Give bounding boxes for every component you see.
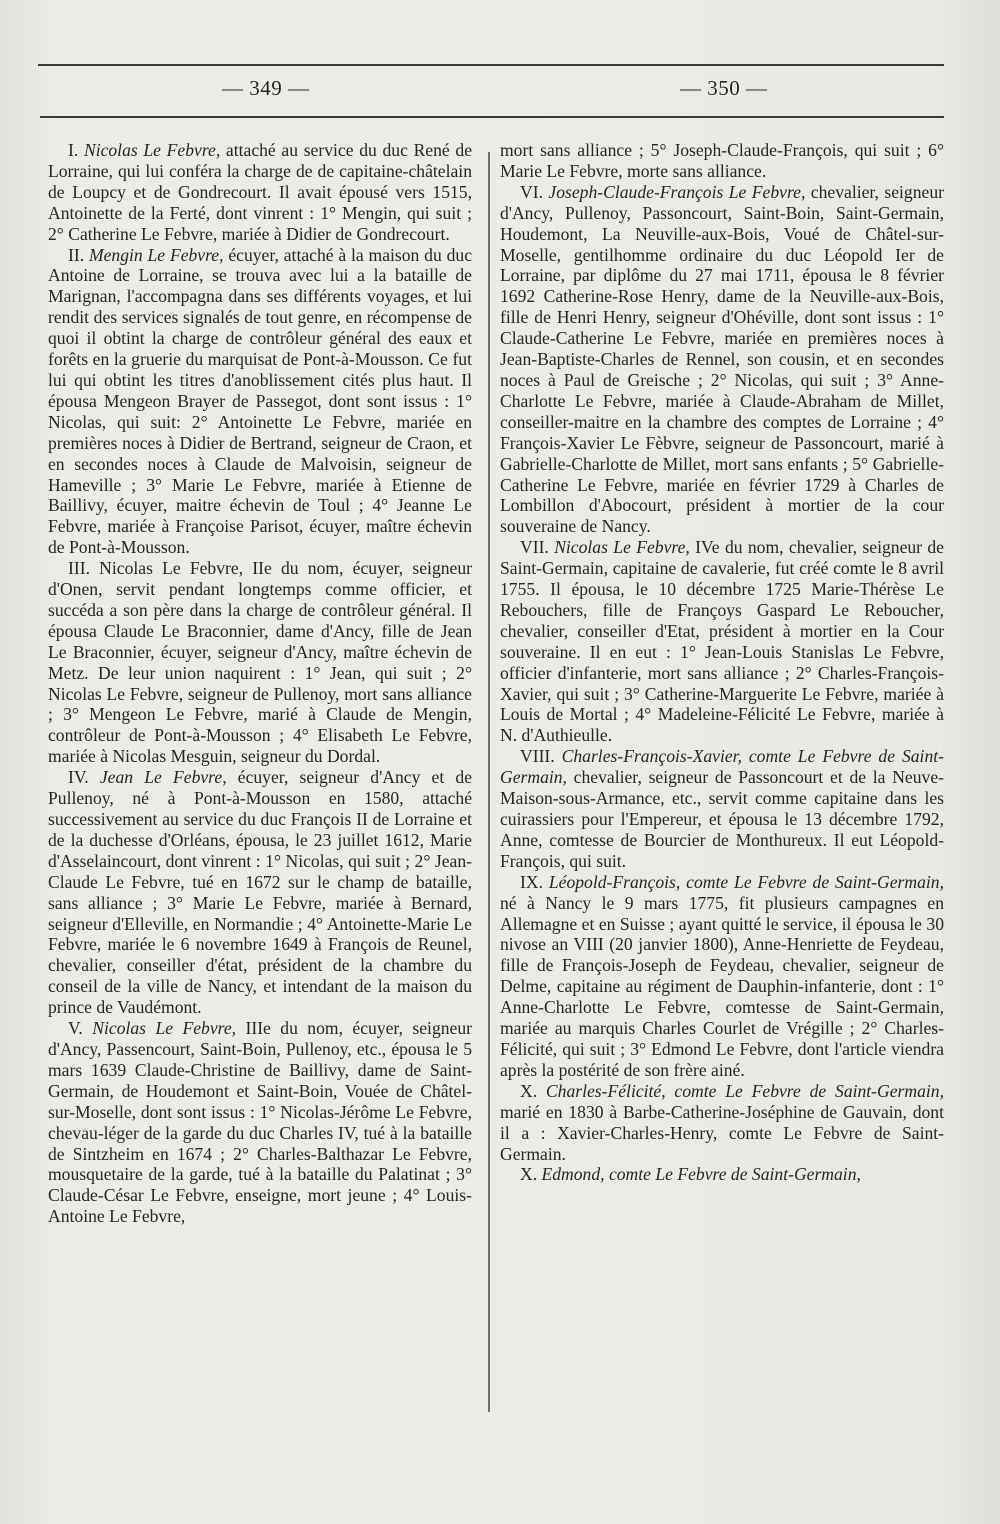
person-name: Jean Le Febvre, <box>99 767 227 788</box>
generation-numeral: III. <box>68 558 100 579</box>
right-column <box>500 140 944 1185</box>
genealogy-paragraph <box>48 245 472 559</box>
generation-numeral: VIII. <box>520 746 562 767</box>
generation-numeral: VII. <box>520 537 555 558</box>
generation-numeral: X. <box>520 1080 546 1101</box>
right-page-number: — 350 — <box>680 76 768 100</box>
paragraph-text: Nicolas Le Febvre, IIe du nom, écuyer, seigneur d'Onen, servit pendant longtemps comme officier, et succéda a son père dans la charge de contrôleur général. Il épousa Claude Le Braconnier, dame d'Ancy, fille de Jean Le Braconnier, écuyer, seigneur d'Ancy, maître échevin de Metz. De leur union naquirent : 1° Jean, qui suit ; 2° Nicolas Le Febvre, seigneur de Pullenoy, mort sans alliance ; 3° Mengeon Le Febvre, marié à Claude de Mengin, contrôleur de Pont-à-Mousson ; 4° Elisabeth Le Febvre, mariée à Nicolas Mesguin, seigneur du Dordal. <box>48 558 472 767</box>
left-column <box>48 140 472 1227</box>
column-divider <box>488 152 490 1412</box>
person-name: Nicolas Le Febvre, <box>92 1018 237 1039</box>
genealogy-paragraph <box>48 767 472 1018</box>
paragraph-text: attaché au service du duc René de Lorraine, qui lui conféra la charge de de capitaine-châtelain de Loupcy et de Gondrecourt. Il avait épousé vers 1515, Antoinette de la Ferté, dont vinrent : 1° Mengin, qui suit ; 2° Catherine Le Febvre, mariée à Didier de Gondrecourt. <box>48 140 473 244</box>
person-name: Charles-Félicité, comte Le Febvre de Saint-Germain, <box>545 1080 944 1101</box>
genealogy-paragraph <box>500 746 944 871</box>
paragraph-text: écuyer, seigneur d'Ancy et de Pullenoy, né à Pont-à-Mousson en 1580, attaché successivement au service du duc François II de Lorraine et de la duchesse d'Orléans, épousa, le 23 juillet 1612, Marie d'Asselaincourt, dont vinrent : 1° Nicolas, qui suit ; 2° Jean-Claude Le Febvre, tué en 1672 sur le champ de bataille, sans alliance ; 3° Marie Le Febvre, mariée à Bernard, seigneur d'Elleville, en Normandie ; 4° Antoinette-Marie Le Febvre, mariée le 6 novembre 1649 à François de Reunel, chevalier, conseiller d'état, président de la chambre du conseil de la ville de Nancy, et intendant de la maison du prince de Vaudémont. <box>48 767 473 1018</box>
generation-numeral: VI. <box>520 181 549 202</box>
genealogy-paragraph <box>500 182 944 537</box>
generation-numeral: II. <box>68 244 89 265</box>
paragraph-text: IVe du nom, chevalier, seigneur de Saint-Germain, capitaine de cavalerie, fut créé comte le 8 avril 1755. Il épousa, le 10 décembre 1725 Marie-Thérèse Le Rebouchers, fille de Françoys Gaspard Le Reboucher, chevalier, conseiller d'Etat, président à mortier en la Cour souveraine. Il en eut : 1° Jean-Louis Stanislas Le Febvre, officier d'infanterie, mort sans alliance ; 2° Charles-François-Xavier, qui suit ; 3° Catherine-Marguerite Le Febvre, mariée à Louis de Mortal ; 4° Madeleine-Félicité Le Febvre, mariée à N. d'Authieulle. <box>500 537 944 746</box>
generation-numeral: IX. <box>520 871 549 892</box>
genealogy-paragraph <box>48 140 472 245</box>
person-name: Edmond, comte Le Febvre de Saint-Germain, <box>541 1164 861 1185</box>
person-name: Charles-François-Xavier, comte Le Febvre de Saint-Germain, <box>500 746 944 788</box>
paragraph-text: marié en 1830 à Barbe-Catherine-Joséphine de Gauvain, dont il a : Xavier-Charles-Henry, comte Le Febvre de Saint-Germain. <box>500 1101 944 1164</box>
person-name: Joseph-Claude-François Le Febvre, <box>548 181 806 202</box>
genealogy-paragraph <box>500 1081 944 1165</box>
generation-numeral: I. <box>68 140 84 160</box>
generation-numeral: IV. <box>68 767 100 788</box>
person-name: Nicolas Le Febvre, <box>554 537 690 558</box>
person-name: Mengin Le Febvre, <box>88 244 224 265</box>
header-top-rule <box>38 64 944 66</box>
paragraph-text: écuyer, attaché à la maison du duc Antoine de Lorraine, se trouva avec lui a la bataille de Marignan, l'accompagna dans ses différents voyages, et lui rendit des services signalés de tout genre, en récompense de quoi il obtint la charge de contrôleur général des eaux et forêts en la gruerie du marquisat de Pont-à-Mousson. Ce fut lui qui obtint les titres d'anoblissement cités plus haut. Il épousa Mengeon Brayer de Passegot, dont sont issus : 1° Nicolas, qui suit: 2° Antoinette Le Febvre, mariée en premières noces à Didier de Bertrand, seigneur de Craon, et en secondes noces à Claude de Malvoisin, seigneur de Hameville ; 3° Marie Le Febvre, mariée à Etienne de Baillivy, écuyer, maitre échevin de Toul ; 4° Jeanne Le Febvre, mariée à Françoise Parisot, écuyer, maître échevin de Pont-à-Mousson. <box>48 244 473 558</box>
genealogy-paragraph <box>48 1018 472 1227</box>
genealogy-paragraph <box>500 140 944 182</box>
left-page-number: — 349 — <box>222 76 310 100</box>
paragraph-text: né à Nancy le 9 mars 1775, fit plusieurs campagnes en Allemagne et en Suisse ; ayant quitté le service, il épousa le 30 nivose an VIII (20 janvier 1800), Anne-Henriette de Feydeau, fille de François-Joseph de Feydeau, chevalier, seigneur de Delme, capitaine au régiment de Dauphin-infanterie, dont : 1° Anne-Charlotte Le Febvre, comtesse de Saint-Germain, mariée au marquis Charles Courlet de Vrégille ; 2° Charles-Félicité, qui suit ; 3° Edmond Le Febvre, dont l'article viendra après la postérité de son frère ainé. <box>500 892 944 1080</box>
paragraph-text: chevalier, seigneur d'Ancy, Pullenoy, Passoncourt, Saint-Boin, Saint-Germain, Houdemont, La Neuville-aux-Bois, Voué de Châtel-sur-Moselle, gentilhomme ordinaire du duc Léopold Ier de Lorraine, par diplôme du 27 mai 1711, épousa le 8 février 1692 Catherine-Rose Henry, dame de la Neuville-aux-Bois, fille de Henri Henry, seigneur d'Ohéville, dont sont issus : 1° Claude-Catherine Le Febvre, mariée en premières noces à Jean-Baptiste-Charles de Rennel, son cousin, et en secondes noces à Paul de Greische ; 2° Nicolas, qui suit ; 3° Anne-Charlotte Le Febvre, mariée à Claude-Abraham de Millet, conseiller-maitre en la chambre des comptes de Lorraine ; 4° François-Xavier Le Fèbvre, seigneur de Passoncourt, marié à Gabrielle-Charlotte de Millet, mort sans enfants ; 5° Gabrielle-Catherine Le Febvre, mariée en février 1729 à Charles de Lombillon d'Abocourt, président à mortier de la cour souveraine de Nancy. <box>500 181 944 537</box>
paragraph-text: mort sans alliance ; 5° Joseph-Claude-François, qui suit ; 6° Marie Le Febvre, morte sans alliance. <box>500 140 944 181</box>
genealogy-paragraph <box>500 872 944 1081</box>
generation-numeral: X. <box>520 1164 542 1185</box>
genealogy-paragraph <box>500 537 944 746</box>
paragraph-text: IIIe du nom, écuyer, seigneur d'Ancy, Passencourt, Saint-Boin, Pullenoy, etc., épousa le 5 mars 1639 Claude-Christine de Baillivy, dame de Saint-Germain, de Houdemont et Saint-Boin, Vouée de Châtel-sur-Moselle, dont sont issus : 1° Nicolas-Jérôme Le Febvre, chevau-léger de la garde du duc Charles IV, tué à la bataille de Sintzheim en 1674 ; 2° Charles-Balthazar Le Febvre, mousquetaire de la garde, tué à la bataille du Palatinat ; 3° Claude-César Le Febvre, enseigne, mort jeune ; 4° Louis-Antoine Le Febvre, <box>48 1018 473 1227</box>
header-bottom-rule <box>40 116 944 118</box>
person-name: Léopold-François, comte Le Febvre de Saint-Germain, <box>548 871 944 892</box>
paragraph-text: chevalier, seigneur de Passoncourt et de la Neuve-Maison-sous-Armance, etc., servit comme capitaine dans les cuirassiers pour l'Empereur, et épousa le 13 décembre 1792, Anne, comtesse de Bourcier de Monthureux. Il eut Léopold-François, qui suit. <box>500 767 944 871</box>
genealogy-paragraph <box>48 558 472 767</box>
person-name: Nicolas Le Febvre, <box>83 140 221 160</box>
generation-numeral: V. <box>68 1018 93 1039</box>
genealogy-paragraph <box>500 1164 944 1185</box>
